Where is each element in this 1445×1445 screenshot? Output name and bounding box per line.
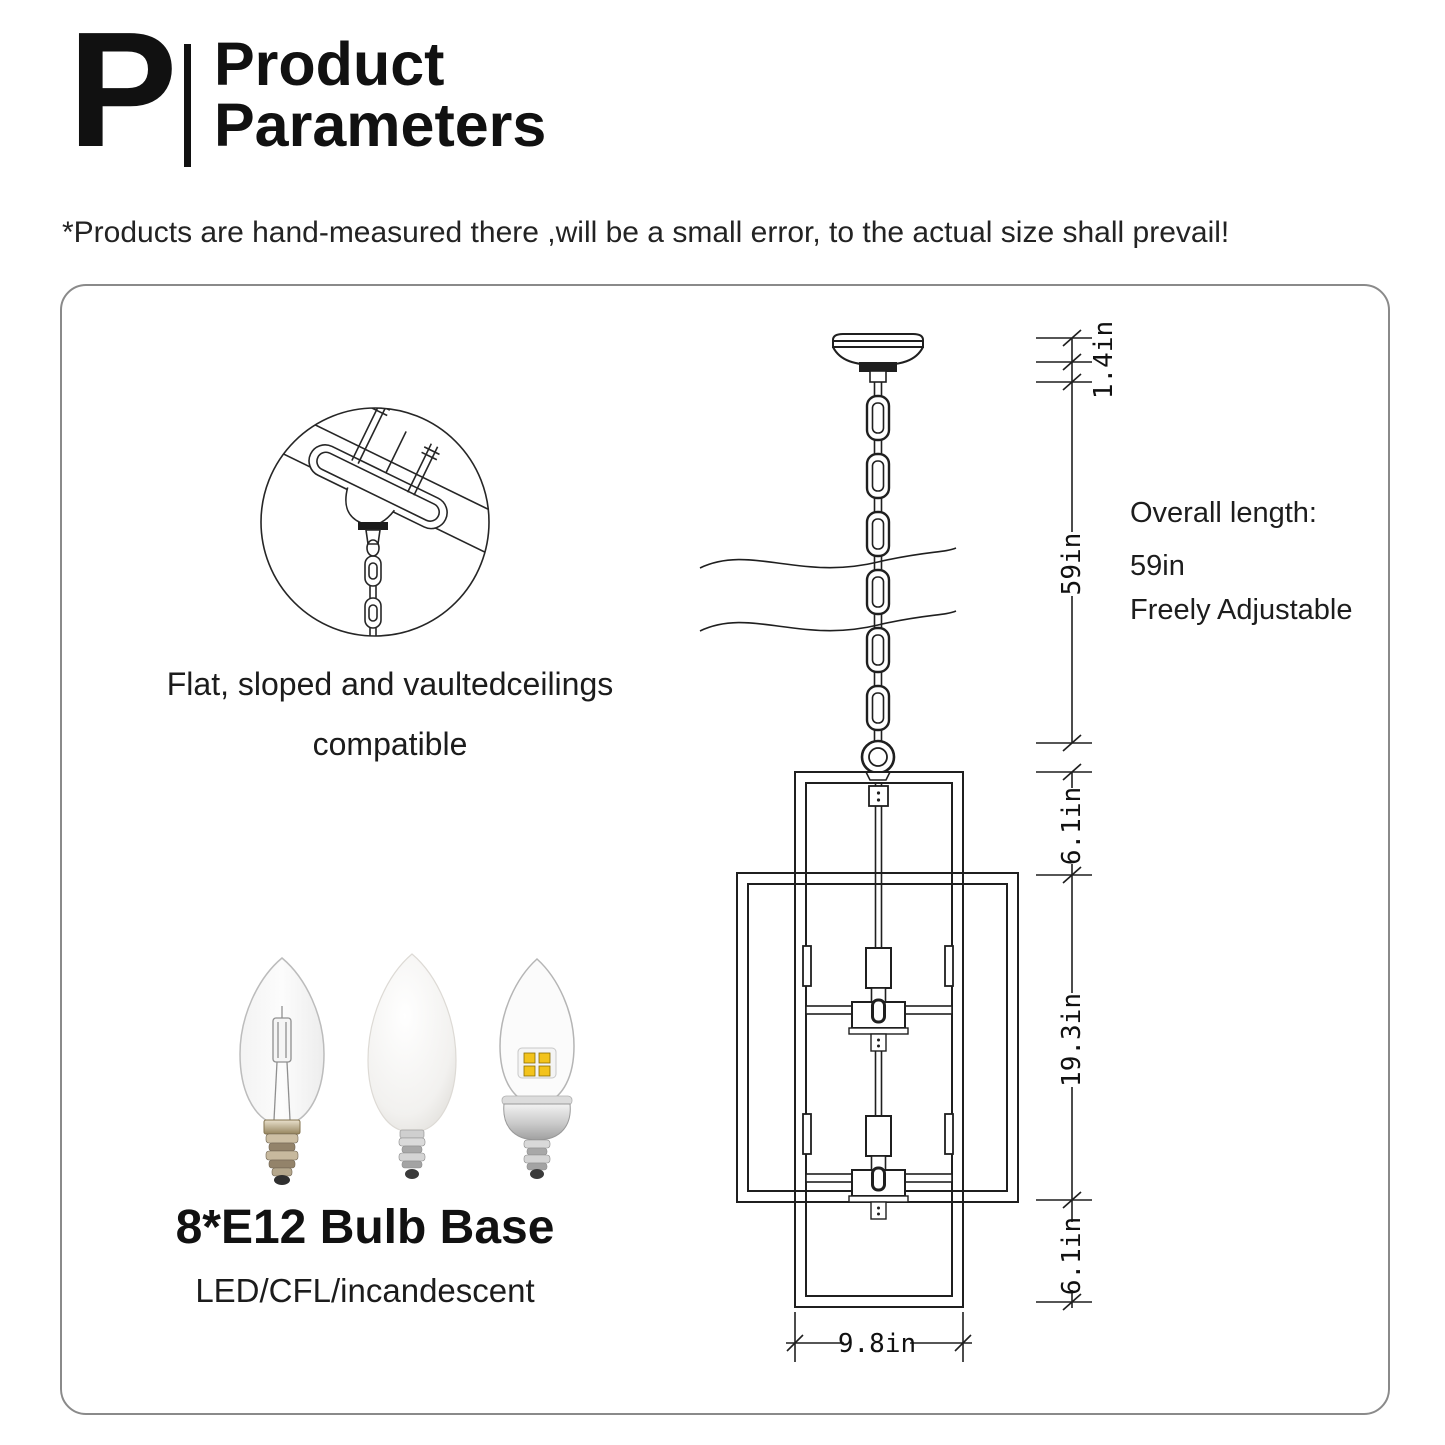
dim-body-label: 19.3in bbox=[1057, 993, 1087, 1087]
screw-base bbox=[524, 1140, 550, 1179]
led-chip-array bbox=[518, 1048, 556, 1078]
brand-logo-letter: P bbox=[68, 0, 174, 181]
ceiling-canopy bbox=[833, 334, 923, 382]
overall-length-label: Overall length: bbox=[1130, 497, 1317, 529]
logo-divider-bar bbox=[184, 44, 191, 167]
screw-base bbox=[266, 1134, 298, 1185]
overall-length-note: Freely Adjustable bbox=[1130, 594, 1353, 626]
disclaimer-text: *Products are hand-measured there ,will be a small error, to the actual size shall prevail! bbox=[62, 216, 1230, 249]
frosted-envelope bbox=[368, 954, 456, 1130]
sloped-ceiling bbox=[248, 398, 508, 612]
bulb-types-text: LED/CFL/incandescent bbox=[195, 1272, 535, 1309]
detail-hook-and-chain bbox=[358, 522, 388, 640]
led-bulb bbox=[478, 954, 596, 1184]
dim-width-label: 9.8in bbox=[837, 1329, 917, 1359]
ceiling-mount-detail bbox=[248, 398, 508, 648]
dim-top-section-label: 6.1in bbox=[1057, 786, 1087, 866]
chandelier-technical-drawing bbox=[660, 300, 1130, 1380]
bulb-collar bbox=[264, 1120, 300, 1134]
ceiling-compat-line1: Flat, sloped and vaultedceilings bbox=[166, 666, 614, 702]
upper-socket-assembly bbox=[806, 948, 952, 1051]
page-title bbox=[214, 30, 547, 159]
length-break-waves bbox=[700, 548, 956, 631]
hanging-ring bbox=[862, 741, 894, 780]
halogen-bulb bbox=[224, 952, 340, 1187]
page-title-line1: Product bbox=[214, 30, 445, 98]
screw-base bbox=[399, 1130, 425, 1179]
cfl-bulb bbox=[350, 948, 474, 1188]
dim-bottom-section-label: 6.1in bbox=[1057, 1216, 1087, 1296]
chrome-cup bbox=[504, 1104, 570, 1140]
ceiling-compat-line2: compatible bbox=[312, 726, 468, 762]
mounting-bolt bbox=[403, 442, 442, 498]
lower-socket-assembly bbox=[806, 1116, 952, 1219]
overall-length-value: 59in bbox=[1130, 550, 1185, 582]
bulb-base-title: 8*E12 Bulb Base bbox=[175, 1201, 555, 1254]
dim-chain-label: 59in bbox=[1057, 532, 1087, 596]
dim-canopy-label: 1.4in bbox=[1089, 320, 1119, 400]
glass-envelope bbox=[500, 959, 574, 1102]
page-title-line2: Parameters bbox=[214, 91, 547, 159]
